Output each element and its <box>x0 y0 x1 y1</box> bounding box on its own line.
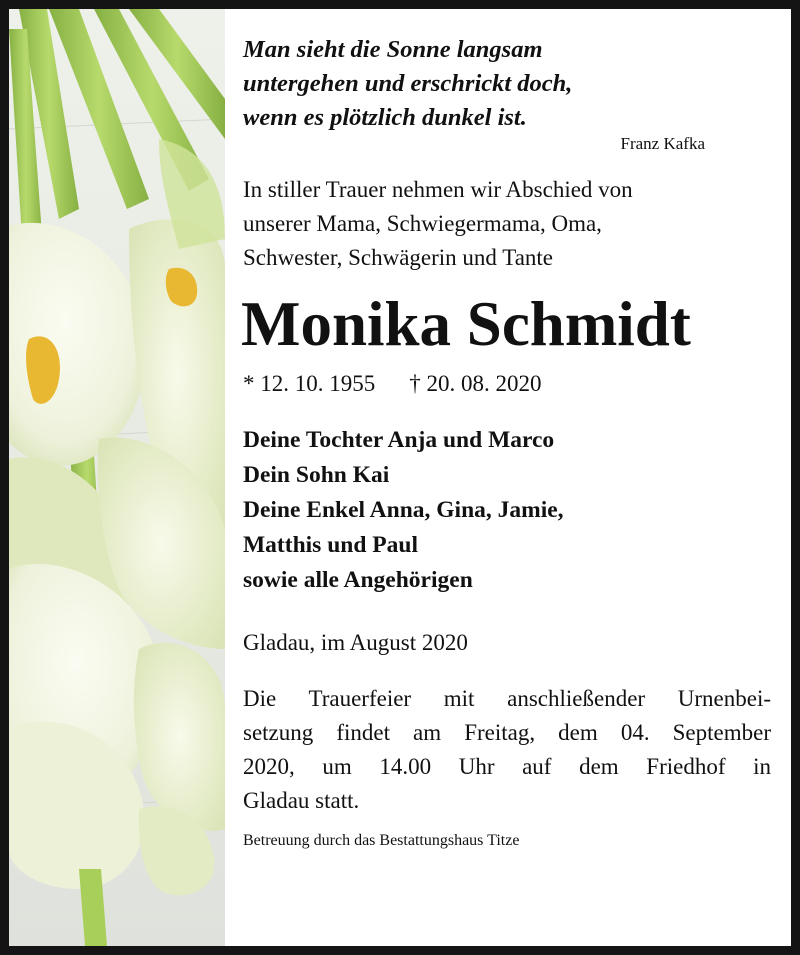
intro-text <box>243 173 775 275</box>
ceremony-line: Gladau statt. <box>243 788 360 813</box>
quote-line: wenn es plötzlich dunkel ist. <box>243 104 527 131</box>
calla-lily-flowers-image <box>9 9 225 946</box>
mourner-line: Matthis und Paul <box>243 532 418 558</box>
mourner-line: Dein Sohn Kai <box>243 462 390 488</box>
mourners-list <box>243 423 775 598</box>
deceased-name: Monika Schmidt <box>241 289 691 359</box>
mourner-line: Deine Enkel Anna, Gina, Jamie, <box>243 497 564 523</box>
kafka-quote <box>243 33 775 135</box>
birth-date: * 12. 10. 1955 <box>243 371 376 396</box>
mourner-line: sowie alle Angehörigen <box>243 567 473 593</box>
quote-line: Man sieht die Sonne langsam <box>243 36 543 63</box>
place-date: Gladau, im August 2020 <box>243 630 468 655</box>
intro-line: Schwester, Schwägerin und Tante <box>243 245 554 270</box>
ceremony-info <box>243 682 771 818</box>
calla-lily-image <box>9 9 225 946</box>
ceremony-line: Die Trauerfeier mit anschließender Urnenbei- <box>243 686 771 711</box>
funeral-home-credit: Betreuung durch das Bestattungshaus Titze <box>243 832 520 849</box>
quote-author: Franz Kafka <box>620 134 705 153</box>
quote-line: untergehen und erschrickt doch, <box>243 70 573 97</box>
obituary-text <box>235 33 775 852</box>
death-date: † 20. 08. 2020 <box>409 371 542 396</box>
intro-line: In stiller Trauer nehmen wir Abschied von <box>243 177 633 202</box>
life-dates <box>243 369 775 399</box>
ceremony-line: 2020, um 14.00 Uhr auf dem Friedhof in <box>243 754 771 779</box>
ceremony-line: setzung findet am Freitag, dem 04. September <box>243 720 771 745</box>
intro-line: unserer Mama, Schwiegermama, Oma, <box>243 211 602 236</box>
mourner-line: Deine Tochter Anja und Marco <box>243 427 555 453</box>
